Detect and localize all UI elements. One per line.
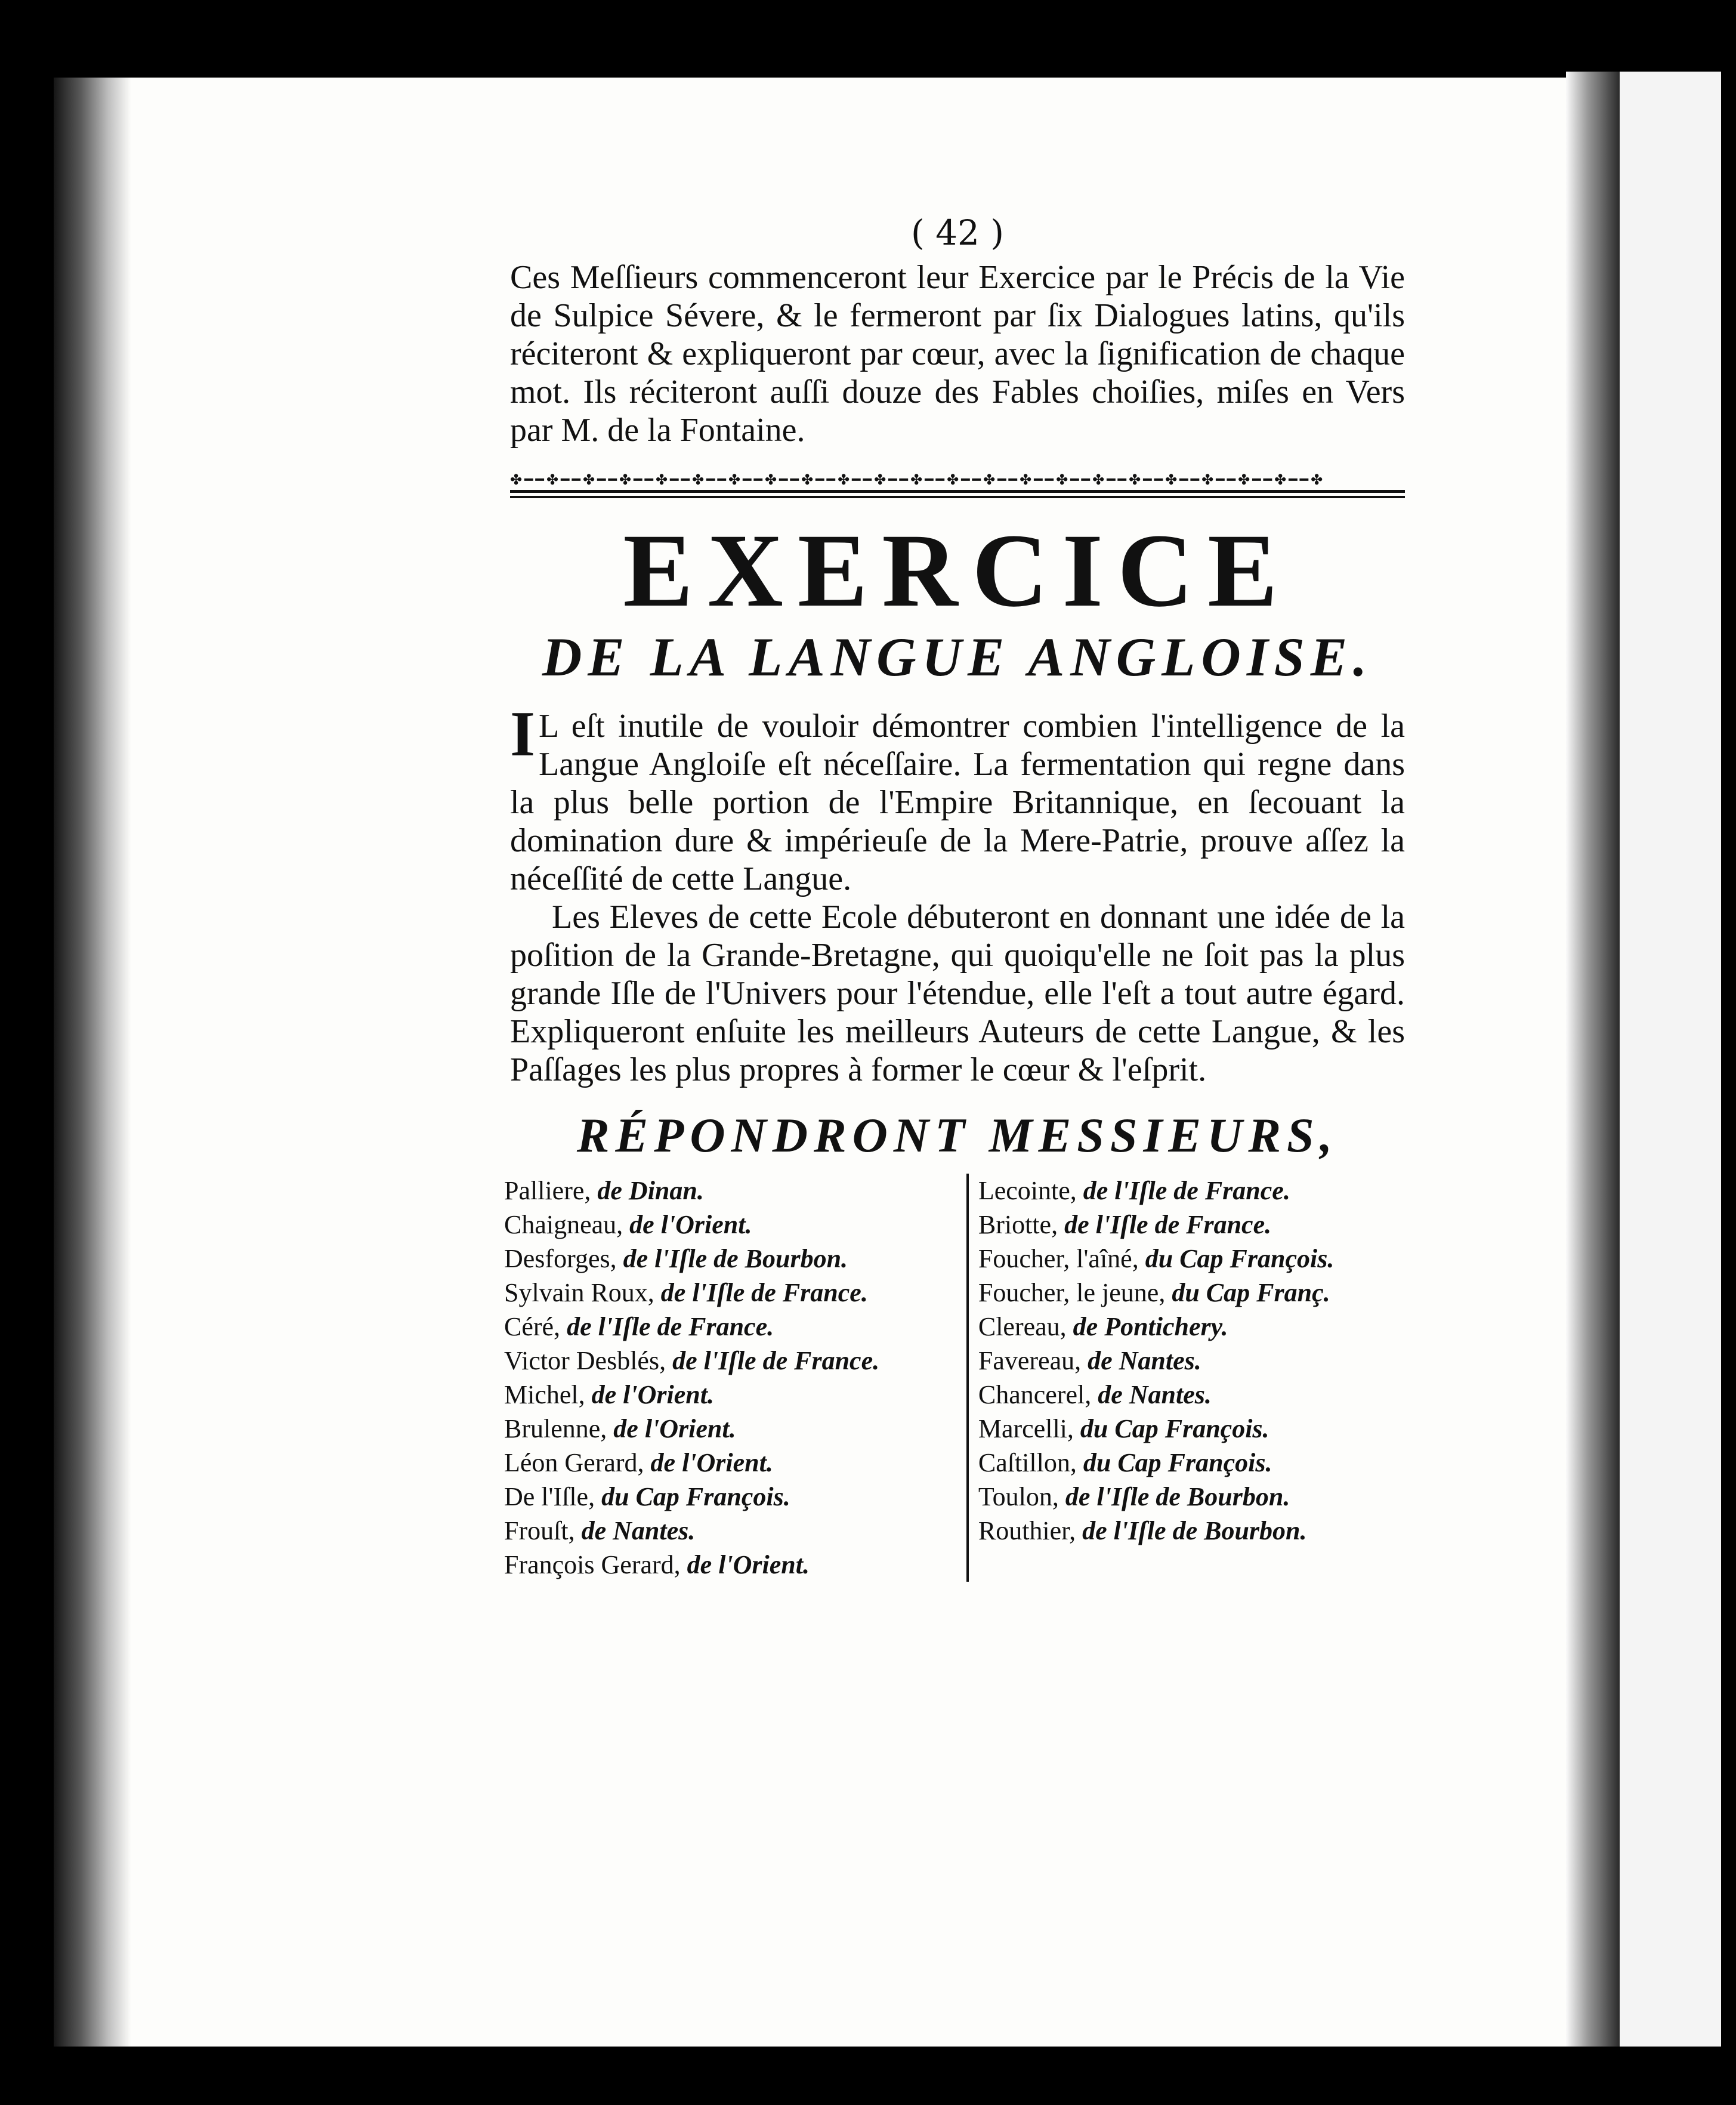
respondent-entry (504, 1548, 955, 1582)
respondent-origin: de l'Orient. (629, 1210, 752, 1239)
respondent-origin: de Nantes. (581, 1516, 696, 1545)
respondent-name: Brulenne, (504, 1414, 614, 1443)
respondent-name: Céré, (504, 1312, 567, 1341)
respondent-entry (978, 1480, 1405, 1514)
respondent-origin: du Cap François. (1145, 1244, 1335, 1273)
divider-rule-top (510, 490, 1405, 493)
respondent-name: Favereau, (978, 1346, 1088, 1375)
facing-page-strip (1620, 72, 1721, 2052)
respondent-origin: de l'Iſle de Bourbon. (1082, 1516, 1307, 1545)
respondent-name: Foucher, le jeune, (978, 1278, 1172, 1307)
respondents-heading: RÉPONDRONT MESSIEURS, (576, 1108, 1339, 1162)
respondent-entry (978, 1242, 1405, 1276)
respondent-origin: de l'Orient. (687, 1550, 810, 1579)
respondent-origin: de Nantes. (1098, 1380, 1212, 1409)
respondent-entry (978, 1310, 1405, 1344)
respondents-right-column (966, 1174, 1405, 1582)
respondent-origin: du Cap François. (1083, 1448, 1272, 1477)
page-gutter-shadow (54, 78, 131, 2047)
respondent-name: Toulon, (978, 1482, 1065, 1511)
respondent-entry (504, 1242, 955, 1276)
respondent-origin: de l'Iſle de France. (672, 1346, 880, 1375)
respondent-origin: de Pontichery. (1073, 1312, 1228, 1341)
respondent-name: Routhier, (978, 1516, 1083, 1545)
respondent-origin: de l'Iſle de France. (1083, 1176, 1290, 1205)
respondent-entry (504, 1514, 955, 1548)
divider-rule-bottom (510, 496, 1405, 498)
respondent-entry (978, 1344, 1405, 1378)
respondent-name: De l'Iſle, (504, 1482, 602, 1511)
respondent-entry (978, 1174, 1405, 1208)
respondent-entry (504, 1174, 955, 1208)
respondent-origin: du Cap François. (601, 1482, 790, 1511)
respondent-name: Caſtillon, (978, 1448, 1083, 1477)
respondent-name: Chancerel, (978, 1380, 1098, 1409)
respondent-name: Lecointe, (978, 1176, 1083, 1205)
respondent-name: François Gerard, (504, 1550, 687, 1579)
respondent-origin: de l'Iſle de Bourbon. (1065, 1482, 1290, 1511)
respondent-entry (504, 1208, 955, 1242)
respondent-entry (978, 1276, 1405, 1310)
respondent-name: Chaigneau, (504, 1210, 630, 1239)
respondent-origin: de l'Orient. (650, 1448, 773, 1477)
respondent-origin: de l'Iſle de France. (660, 1278, 868, 1307)
body-paragraph-1: IL eſt inutile de vouloir démontrer combien l'intelligence de la Langue Angloiſe eſt néceſſaire. La fermentation qui regne dans la plus belle portion de l'Empire Britannique, en ſecouant la domination dure & impérieuſe de la Mere-Patrie, prouve aſſez la néceſſité de cette Langue. (510, 699, 1405, 897)
section-title: EXERCICE (623, 513, 1292, 629)
ornamental-divider (510, 473, 1405, 501)
respondent-name: Frouſt, (504, 1516, 582, 1545)
intro-paragraph: Ces Meſſieurs commenceront leur Exercice par le Précis de la Vie de Sulpice Sévere, & le fermeront par ſix Dialogues latins, qu'ils réciteront & expliqueront par cœur, avec la ſignification de chaque mot. Ils réciteront auſſi douze des Fables choiſies, miſes en Vers par M. de la Fontaine. (510, 259, 1405, 449)
respondent-origin: de l'Iſle de France. (567, 1312, 774, 1341)
respondent-entry (978, 1446, 1405, 1480)
respondent-name: Sylvain Roux, (504, 1278, 661, 1307)
respondent-origin: de Dinan. (597, 1176, 704, 1205)
respondents-list (504, 1174, 1405, 1582)
page-number: ( 42 ) (911, 212, 1004, 253)
respondent-origin: du Cap Franç. (1172, 1278, 1330, 1307)
respondent-entry (504, 1276, 955, 1310)
respondent-entry (504, 1446, 955, 1480)
page-edge-shadow (1566, 72, 1620, 2052)
respondent-name: Palliere, (504, 1176, 598, 1205)
respondent-entry (504, 1412, 955, 1446)
respondent-name: Marcelli, (978, 1414, 1080, 1443)
respondent-entry (978, 1514, 1405, 1548)
respondents-left-column (504, 1174, 966, 1582)
scan-frame-bottom (0, 2047, 1736, 2105)
respondent-entry (504, 1378, 955, 1412)
respondent-entry (504, 1344, 955, 1378)
respondent-entry (978, 1208, 1405, 1242)
respondent-origin: du Cap François. (1080, 1414, 1269, 1443)
respondent-name: Victor Desblés, (504, 1346, 673, 1375)
respondent-origin: de Nantes. (1088, 1346, 1201, 1375)
respondent-origin: de l'Iſle de France. (1064, 1210, 1272, 1239)
respondent-name: Michel, (504, 1380, 592, 1409)
fleuron-row: ✤━━✤━━✤━━✤━━✤━━✤━━✤━━✤━━✤━━✤━━✤━━✤━━✤━━✤━━✤━━✤━━✤━━✤━━✤━━✤━━✤━━✤━━✤ (510, 473, 1326, 486)
respondent-origin: de l'Iſle de Bourbon. (623, 1244, 848, 1273)
respondent-name: Briotte, (978, 1210, 1065, 1239)
section-subtitle: DE LA LANGUE ANGLOISE. (542, 626, 1373, 687)
respondent-entry (978, 1378, 1405, 1412)
respondent-name: Clereau, (978, 1312, 1073, 1341)
respondent-entry (504, 1480, 955, 1514)
respondent-name: Léon Gerard, (504, 1448, 651, 1477)
respondent-origin: de l'Orient. (613, 1414, 736, 1443)
respondent-origin: de l'Orient. (591, 1380, 714, 1409)
body-paragraph-2: Les Eleves de cette Ecole débuteront en donnant une idée de la poſition de la Grande-Bretagne, qui quoiqu'elle ne ſoit pas la plus grande Iſle de l'Univers pour l'étendue, elle l'eſt a tout autre égard. Expliqueront enſuite les meilleurs Auteurs de cette Langue, & les Paſſages les plus propres à former le cœur & l'eſprit. (510, 899, 1405, 1088)
respondent-name: Foucher, l'aîné, (978, 1244, 1145, 1273)
page-content (504, 212, 1405, 1582)
respondent-name: Desforges, (504, 1244, 623, 1273)
respondent-entry (504, 1310, 955, 1344)
respondent-entry (978, 1412, 1405, 1446)
